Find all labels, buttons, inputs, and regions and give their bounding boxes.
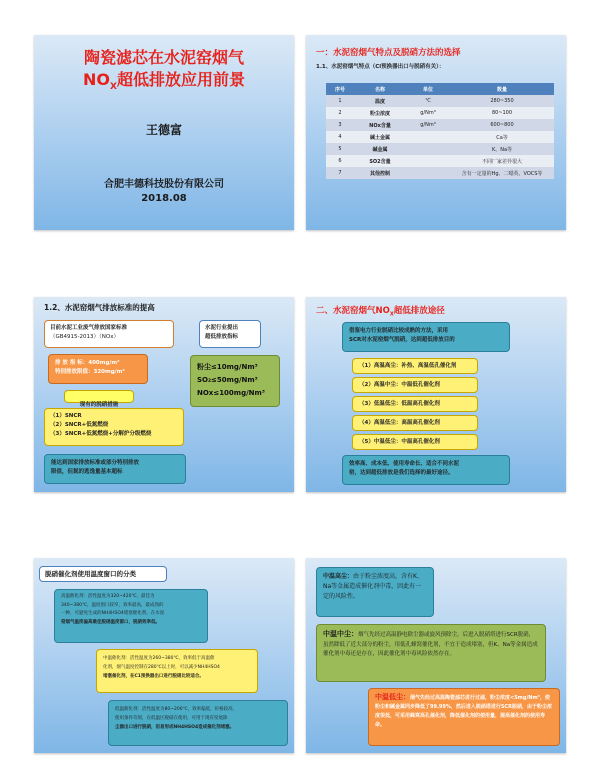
emission-limit-box: 排 放 指 标：400mg/m³ 特别排放限值：320mg/m³ [48,354,148,384]
table-row: 4 碱土金属 Ca等 [326,131,554,143]
slide-dust-scenarios [306,558,566,753]
section-heading: 1.2、水泥窑烟气排放标准的提高 [44,303,155,312]
date: 2018.08 [141,193,187,204]
path-option: （1）高温高尘：补热、高温低孔催化剂 [352,358,478,374]
mid-temp-low-dust-box: 中温低尘：烟气先经过高温陶瓷滤芯进行过滤，粉尘浓度<5mg/Nm³，使粉尘和碱金属同步降低了99.99%，然后进入脱硝塔进行SCR脱硝，由于粉尘浓度很低，可采用蜂窝高孔催化剂，降低催化剂的使用量，提高催化剂的使用寿命。 [368,688,560,746]
slide-emission-standards [34,297,294,492]
table-header-row: 序号 名称 单位 数量 [326,83,554,95]
low-temp-catalyst-box: 低温催化剂：活性温度为80~200℃，效率偏低，价格较高， 使用条件苛刻，在低温区脱硝在使用，可用于现有窑尾除 尘器出口进行脱硝，但易形成NH4HSO4造成催化剂堵塞。 [108,700,288,746]
table-row: 3 NOx含量 g/Nm³ 600~800 [326,119,554,131]
table-row: 7 其他控制 含有一定量的Hg、二噁英、VOCS等 [326,167,554,179]
mid-temp-catalyst-box: 中温催化剂：活性温度为260~380℃，效率低于高温催 化剂，烟气温度控制在280℃以上时，可以减少NH4HSO4 堵塞催化剂，在C1预换器出口进行脱硝比较适合。 [96,649,258,693]
path-option: （4）高温低尘：高温高孔催化剂 [352,415,478,431]
measures-label: 现有的脱硝措施 [64,390,134,403]
slide-catalyst-temperature [34,558,294,753]
section-subheading: 1.1、水泥窑烟气特点（Cl预换器出口与脱硝有关）： [316,64,445,70]
section-heading: 脱硝催化剂使用温度窗口的分类 [39,566,167,582]
company-name: 合肥丰德科技股份有限公司 [104,179,224,190]
company-block [34,178,294,206]
table-row: 2 粉尘浓度 g/Nm³ 80~100 [326,107,554,119]
ultra-low-proposal-box: 水泥行业提出 超低排放指标 [199,320,261,348]
slide-flue-gas-characteristics [306,35,566,230]
ultra-low-limits-box: 粉尘≤10mg/Nm³ SO₂≤50mg/Nm³ NOx≤100mg/Nm³ [190,355,280,407]
national-standard-box: 目前水泥工业废气排放国家标准 （GB4915-2013）（NOx） [44,320,174,348]
path-option: （3）低温低尘：低温高孔催化剂 [352,396,478,412]
mid-temp-high-dust-box: 中温高尘：由于粉尘浓度高，含有K、Na等金属造成催化剂中毒，因此有一定的风险性。 [316,567,434,617]
flue-gas-table [326,83,554,179]
summary-box: 效率高、成本低、使用寿命长、适合不同水泥 窑，达到超低排放是我们选择的最好途径。 [342,455,510,485]
scr-intro-box: 借鉴电力行业脱硝比较成熟的方法，采用 SCR对水泥窑烟气脱硝，达到超低排放目的 [342,322,510,352]
section-heading: 一：水泥窑烟气特点及脱硝方法的选择 [316,48,461,58]
table-row: 6 SO2含量 不同厂家差异很大 [326,155,554,167]
table-row: 1 温度 ℃ 280~350 [326,95,554,107]
path-option: （2）高温中尘：中温低孔催化剂 [352,377,478,393]
slide-title [34,35,294,230]
mid-temp-mid-dust-box: 中温中尘：烟气先经过高温静电除尘器或旋风预除尘，后进入脱硝塔进行SCR脱硝，虽然降低了近大部分的粉尘，用低孔蜂窝催化剂，不宜于造成堵塞，但K、Na等金属造成催化剂中毒还是存在，因此催化剂中毒风险依然存在。 [316,624,546,682]
list-item: （2）SNCR+低氮燃烧 [50,422,109,428]
path-option: （5）中温低尘：中温高孔催化剂 [352,434,478,450]
table-row: 5 碱金属 K、Na等 [326,143,554,155]
section-heading: 二、水泥窑烟气$NO_X$超低排放途径 [316,306,445,318]
list-item: （3）SNCR+低氮燃烧+分解炉分级燃烧 [50,431,152,437]
escape-note-box: 能达到国家排放标准或部分特别排放 限值，但氮的逃逸量基本超标 [44,454,186,484]
measures-list [44,408,184,446]
high-temp-catalyst-box: 高温催化剂：活性温度为320~420℃，最佳为 340~380℃，温度窗口较窄，效率最高，最成熟的 一种，可避免生成的NH4HSO4堵塞催化剂，在水泥 窑烟气温度偏高最佳脱硝温度窗口，脱硝效率低。 [54,589,208,643]
author-name: 王德富 [145,123,182,137]
slide-ultra-low-paths [306,297,566,492]
presentation-title: 陶瓷滤芯在水泥窑烟气 $NO_X$超低排放应用前景 [83,48,245,93]
list-item: （1）SNCR [50,413,82,419]
